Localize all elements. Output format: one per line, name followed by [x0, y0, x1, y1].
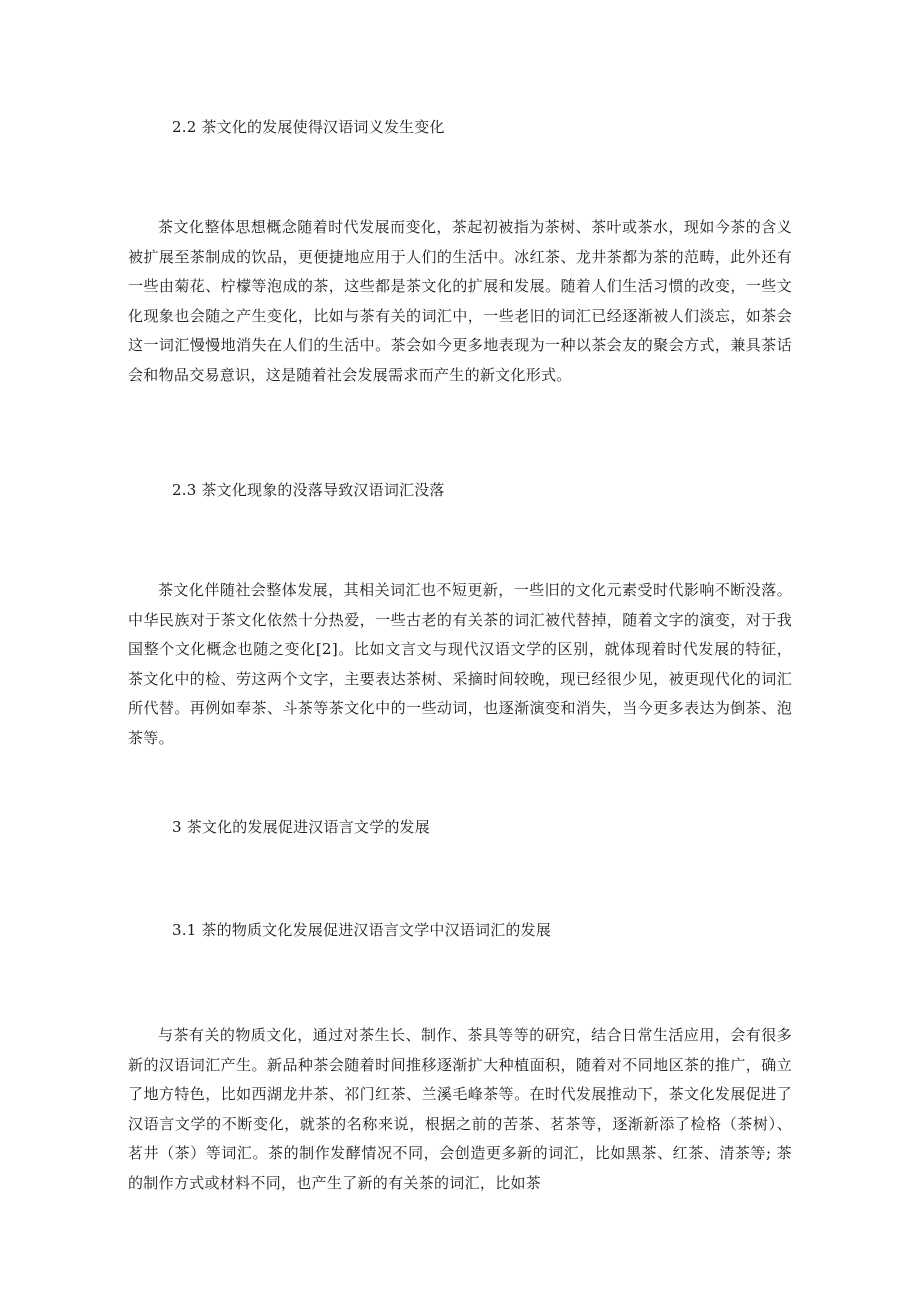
paragraph-2-3: 茶文化伴随社会整体发展，其相关词汇也不短更新，一些旧的文化元素受时代影响不断没落。中华民族对于茶文化依然十分热爱，一些古老的有关茶的词汇被代替掉，随着文字的演变，对于我国整个文化概念也随之变化[2]。比如文言文与现代汉语文学的区别，就体现着时代发展的特征，茶文化中的检、劳这两个文字，主要表达茶树、采摘时间较晚，现已经很少见，被更现代化的词汇所代替。再例如奉茶、斗茶等茶文化中的一些动词，也逐渐演变和消失，当今更多表达为倒茶、泡茶等。: [128, 581, 792, 747]
section-heading-3: 3 茶文化的发展促进汉语言文学的发展: [172, 818, 430, 836]
paragraph-3-1: 与茶有关的物质文化，通过对茶生长、制作、茶具等等的研究，结合日常生活应用，会有很多新的汉语词汇产生。新品种茶会随着时间推移逐渐扩大种植面积，随着对不同地区茶的推广，确立了地方特色，比如西湖龙井茶、祁门红茶、兰溪毛峰茶等。在时代发展推动下，茶文化发展促进了汉语言文学的不断变化，就茶的名称来说，根据之前的苦茶、茗茶等，逐渐新添了检格（茶树）、茗井（茶）等词汇。茶的制作发酵情况不同，会创造更多新的词汇，比如黑茶、红茶、清茶等; 茶的制作方式或材料不同，也产生了新的有关茶的词汇，比如茶: [128, 1026, 792, 1192]
section-heading-2-2: 2.2 茶文化的发展使得汉语词义发生变化: [172, 118, 445, 136]
section-heading-3-1: 3.1 茶的物质文化发展促进汉语言文学中汉语词汇的发展: [172, 921, 552, 939]
section-heading-2-3: 2.3 茶文化现象的没落导致汉语词汇没落: [172, 481, 445, 499]
paragraph-2-2: 茶文化整体思想概念随着时代发展而变化，茶起初被指为茶树、茶叶或茶水，现如今茶的含义被扩展至茶制成的饮品，更便捷地应用于人们的生活中。冰红茶、龙井茶都为茶的范畴，此外还有一些由菊花、柠檬等泡成的茶，这些都是茶文化的扩展和发展。随着人们生活习惯的改变，一些文化现象也会随之产生变化，比如与茶有关的词汇中，一些老旧的词汇已经逐渐被人们淡忘，如茶会这一词汇慢慢地消失在人们的生活中。茶会如今更多地表现为一种以茶会友的聚会方式，兼具茶话会和物品交易意识，这是随着社会发展需求而产生的新文化形式。: [128, 218, 792, 384]
